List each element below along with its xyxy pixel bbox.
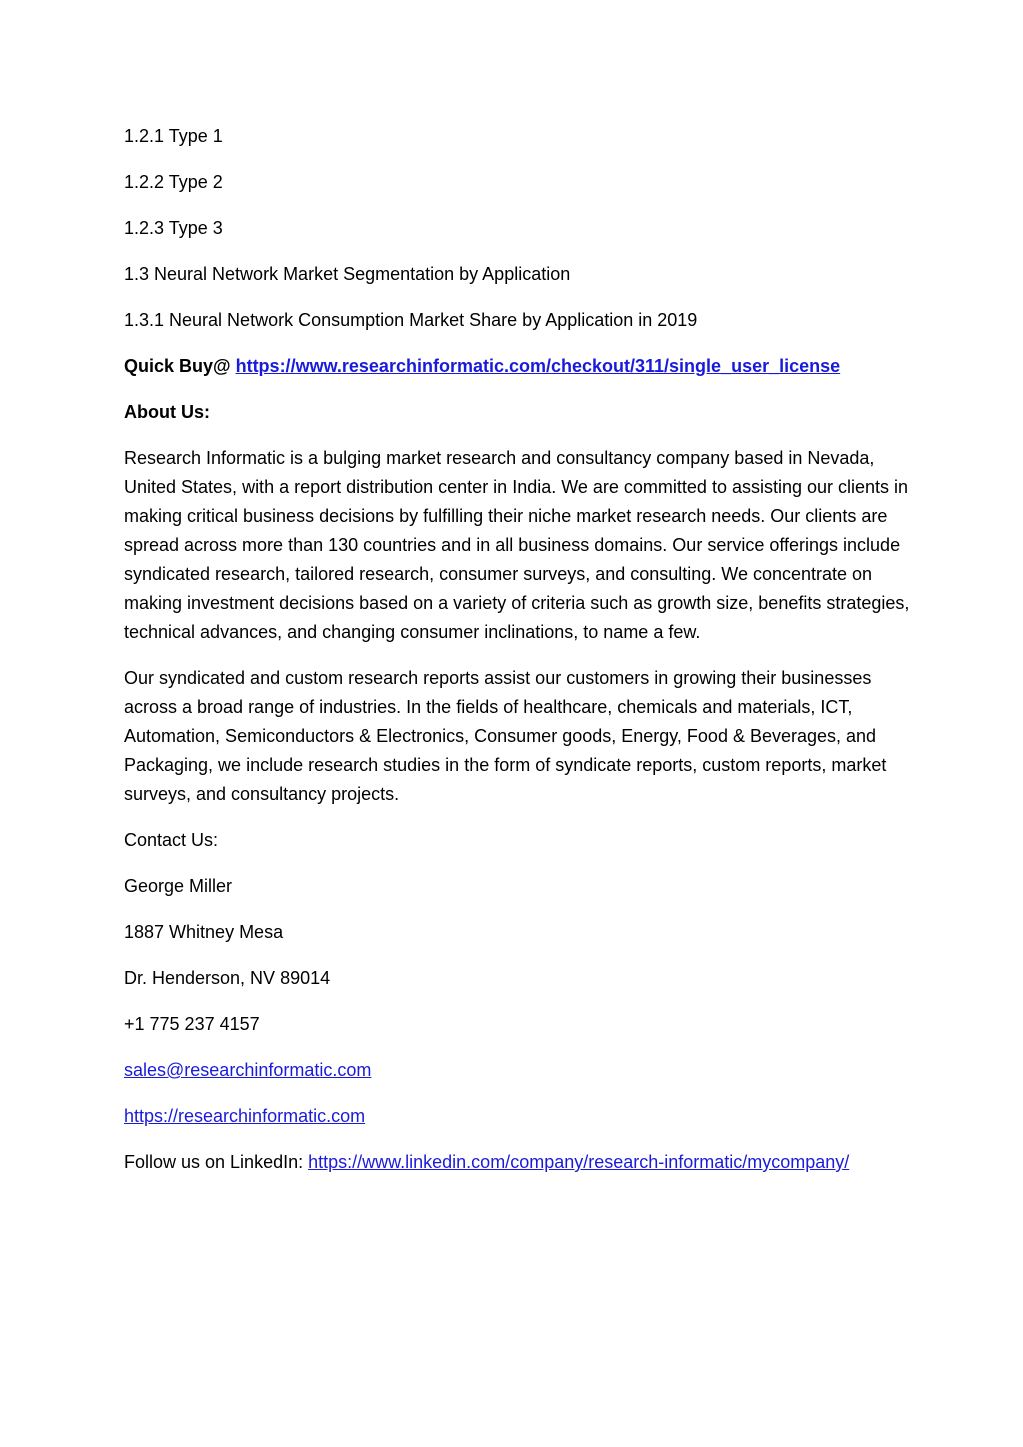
contact-email-line (124, 1056, 914, 1085)
toc-item-consumption-share: 1.3.1 Neural Network Consumption Market Share by Application in 2019 (124, 310, 698, 330)
contact-address-line-1: 1887 Whitney Mesa (124, 922, 284, 942)
contact-website-link[interactable]: https://researchinformatic.com (124, 1106, 366, 1126)
about-paragraph-2: Our syndicated and custom research reports assist our customers in growing their businesses across a broad range of industries. In the fields of healthcare, chemicals and materials, ICT, Automation, Semiconductors & Electronics, Consumer goods, Energy, Food & Beverages, and Packaging, we include research studies in the form of syndicate reports, custom reports, market surveys, and consultancy projects. (124, 668, 887, 804)
toc-item-type-1: 1.2.1 Type 1 (124, 126, 223, 146)
quick-buy-label: Quick Buy@ (124, 356, 236, 376)
linkedin-line (124, 1148, 914, 1177)
quick-buy-link[interactable]: https://www.researchinformatic.com/checkout/311/single_user_license (235, 356, 841, 376)
about-paragraph-1: Research Informatic is a bulging market research and consultancy company based in Nevada, United States, with a report distribution center in India. We are committed to assisting our clients in making critical business decisions by fulfilling their niche market research needs. Our clients are spread across more than 130 countries and in all business domains. Our service offerings include syndicated research, tailored research, consumer surveys, and consulting. We concentrate on making investment decisions based on a variety of criteria such as growth size, benefits strategies, technical advances, and changing consumer inclinations, to name a few. (124, 448, 910, 642)
linkedin-label: Follow us on LinkedIn: (124, 1152, 309, 1172)
contact-website-line (124, 1102, 914, 1131)
toc-item-segmentation: 1.3 Neural Network Market Segmentation by Application (124, 264, 571, 284)
contact-email-link[interactable]: sales@researchinformatic.com (124, 1060, 372, 1080)
contact-heading: Contact Us: (124, 830, 219, 850)
contact-phone: +1 775 237 4157 (124, 1014, 260, 1034)
linkedin-link[interactable]: https://www.linkedin.com/company/research-informatic/mycompany/ (308, 1152, 850, 1172)
about-heading: About Us: (124, 402, 210, 422)
quick-buy-line (124, 352, 914, 381)
contact-address-line-2: Dr. Henderson, NV 89014 (124, 968, 331, 988)
document-page (124, 122, 914, 1194)
toc-item-type-2: 1.2.2 Type 2 (124, 172, 223, 192)
toc-item-type-3: 1.2.3 Type 3 (124, 218, 223, 238)
contact-name: George Miller (124, 876, 233, 896)
